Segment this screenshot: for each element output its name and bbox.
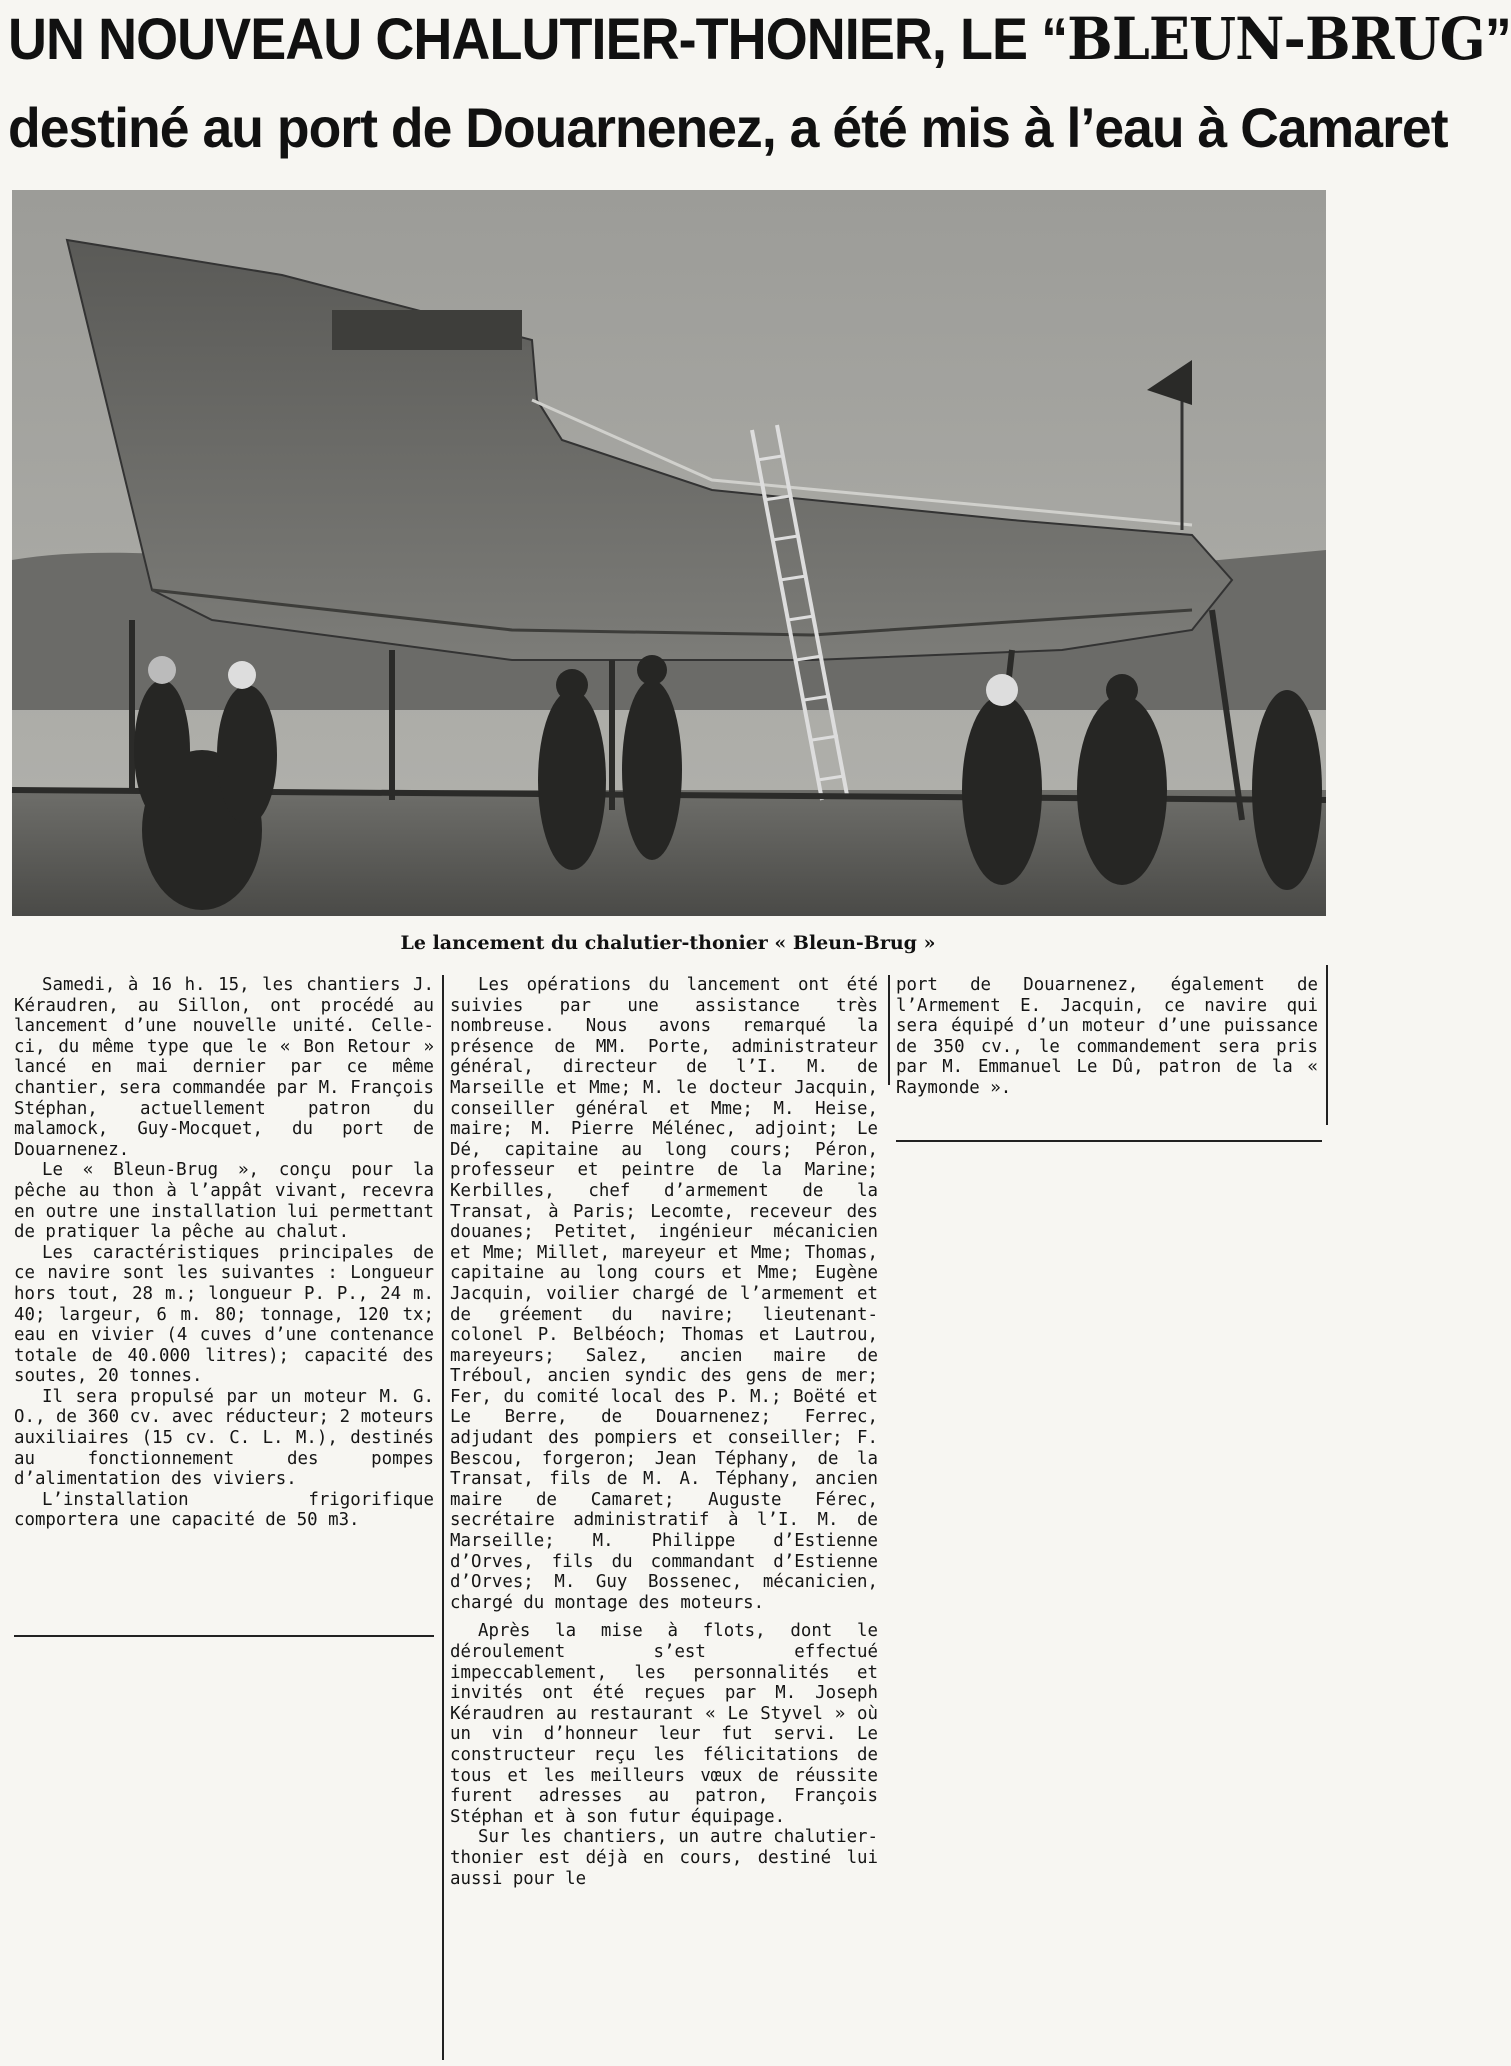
column-divider [888, 975, 890, 1085]
photo-caption: Le lancement du chalutier-thonier « Bleun-Brug » [400, 932, 936, 954]
paragraph: Les opérations du lancement ont été suivies par une assistance très nombreuse. Nous avons remarqué la présence de MM. Porte, administrateur général, directeur de l’I. M. de Marseille et Mme; M. le docteur Jacquin, conseiller général et Mme; M. Heise, maire; M. Pierre Mélénec, adjoint; Le Dé, capitaine au long cours; Péron, professeur et peintre de la Marine; Kerbilles, chef d’armement de la Transat, à Paris; Lecomte, receveur des douanes; Petitet, ingénieur mécanicien et Mme; Millet, mareyeur et Mme; Thomas, capitaine au long cours et Mme; Eugène Jacquin, voilier chargé de l’armement et de gréement du navire; lieutenant-colonel P. Belbéoch; Thomas et Lautrou, mareyeurs; Salez, ancien maire de Tréboul, ancien syndic des gens de mer; Fer, du comité local des P. M.; Boëté et Le Berre, de Douarnenez; Ferrec, adjudant des pompiers et conseiller; F. Bescou, forgeron; Jean Téphany, de la Transat, fils de M. A. Téphany, ancien maire de Camaret; Auguste Férec, secrétaire administratif à l’I. M. de Marseille; M. Philippe d’Estienne d’Orves, fils du commandant d’Estienne d’Orves; M. Guy Bossenec, mécanicien, chargé du montage des moteurs. [450, 975, 878, 1613]
column-divider [442, 975, 444, 2060]
paragraph: Samedi, à 16 h. 15, les chantiers J. Kéraudren, au Sillon, ont procédé au lancement d’une nouvelle unité. Celle-ci, du même type que le « Bon Retour » lancé en mai dernier par ce même chantier, sera commandée par M. François Stéphan, actuellement patron du malamock, Guy-Mocquet, du port de Douarnenez. [14, 975, 434, 1160]
headline-line-1 [8, 5, 1511, 73]
paragraph: Les caractéristiques principales de ce navire sont les suivantes : Longueur hors tout, 28 m.; longueur P. P., 24 m. 40; largeur, 6 m. 80; tonnage, 120 tx; eau en vivier (4 cuves d’une contenance totale de 40.000 litres); capacité des soutes, 20 tonnes. [14, 1242, 434, 1387]
headline-prefix: UN NOUVEAU CHALUTIER-THONIER, LE “ [8, 7, 1068, 72]
paragraph: Sur les chantiers, un autre chalutier-thonier est déjà en cours, destiné lui aussi pour le [450, 1827, 878, 1889]
ship-name: BLEUN-BRUG [1067, 5, 1485, 73]
headline-line-2: destiné au port de Douarnenez, a été mis à l’eau à Camaret [8, 96, 1448, 159]
column-divider [1326, 965, 1328, 1125]
launch-photo [12, 190, 1326, 916]
paragraph: Après la mise à flots, dont le déroulement s’est effectué impeccablement, les personnalités et invités ont été reçues par M. Joseph Kéraudren au restaurant « Le Styvel » où un vin d’honneur leur fut servi. Le constructeur reçu les félicitations de tous et les meilleurs vœux de réussite furent adresses au patron, François Stéphan et à son futur équipage. [450, 1621, 878, 1827]
article-column-3 [896, 975, 1318, 1099]
paragraph: L’installation frigorifique comportera une capacité de 50 m3. [14, 1489, 434, 1531]
column-end-rule [14, 1635, 434, 1637]
trawler-launch-image [12, 190, 1326, 916]
article-column-2 [450, 975, 878, 1889]
column-end-rule [896, 1140, 1322, 1142]
paragraph: Il sera propulsé par un moteur M. G. O., de 360 cv. avec réducteur; 2 moteurs auxiliaires (15 cv. C. L. M.), destinés au fonctionnement des pompes d’alimentation des viviers. [14, 1386, 434, 1490]
paragraph: Le « Bleun-Brug », conçu pour la pêche au thon à l’appât vivant, recevra en outre une installation lui permettant de pratiquer la pêche au chalut. [14, 1160, 434, 1243]
headline-suffix: ” [1484, 7, 1511, 72]
article-column-1 [14, 975, 434, 1531]
paragraph: port de Douarnenez, également de l’Armement E. Jacquin, ce navire qui sera équipé d’un moteur d’une puissance de 350 cv., le commandement sera pris par M. Emmanuel Le Dû, patron de la « Raymonde ». [896, 975, 1318, 1098]
